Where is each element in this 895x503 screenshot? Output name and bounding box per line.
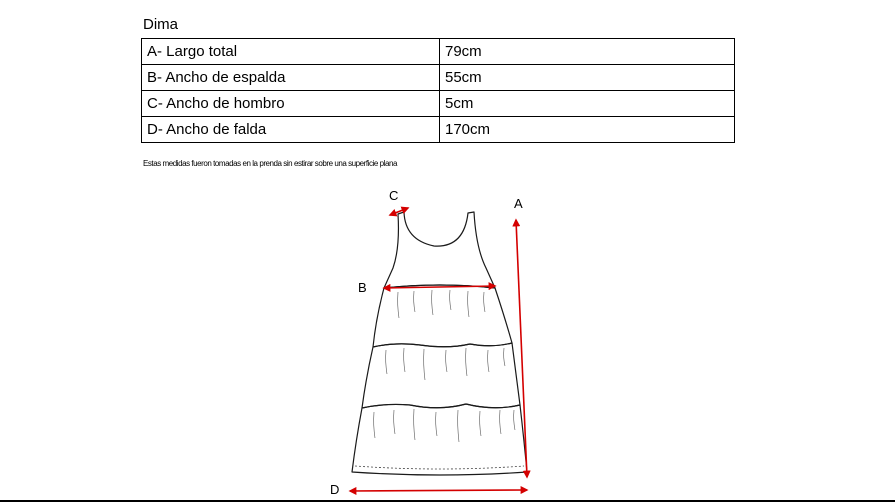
- marker-c: C: [389, 188, 399, 203]
- hem-stitch: [355, 466, 524, 469]
- bottom-divider: [0, 500, 895, 502]
- measurement-label: C- Ancho de hombro: [142, 91, 440, 117]
- product-name: Dima: [143, 16, 179, 33]
- measurement-arrows: [350, 208, 527, 491]
- arrow-a: [516, 220, 527, 477]
- dress-tier-3: [352, 404, 527, 475]
- arrow-d: [350, 490, 527, 491]
- measurement-value: 5cm: [440, 91, 735, 117]
- measurement-label: B- Ancho de espalda: [142, 65, 440, 91]
- dress-bodice: [384, 212, 495, 288]
- measurement-note: Estas medidas fueron tomadas en la prenda sin estirar sobre una superficie plana: [143, 159, 397, 168]
- dress-tier-1: [373, 285, 512, 347]
- marker-b: B: [358, 280, 367, 295]
- measurement-label: D- Ancho de falda: [142, 117, 440, 143]
- dress-outline: [352, 212, 527, 475]
- measurement-value: 170cm: [440, 117, 735, 143]
- measurement-value: 55cm: [440, 65, 735, 91]
- marker-d: D: [330, 482, 340, 497]
- marker-a: A: [514, 196, 523, 211]
- gather-lines: [374, 290, 515, 442]
- measurement-label: A- Largo total: [142, 39, 440, 65]
- measurement-value: 79cm: [440, 39, 735, 65]
